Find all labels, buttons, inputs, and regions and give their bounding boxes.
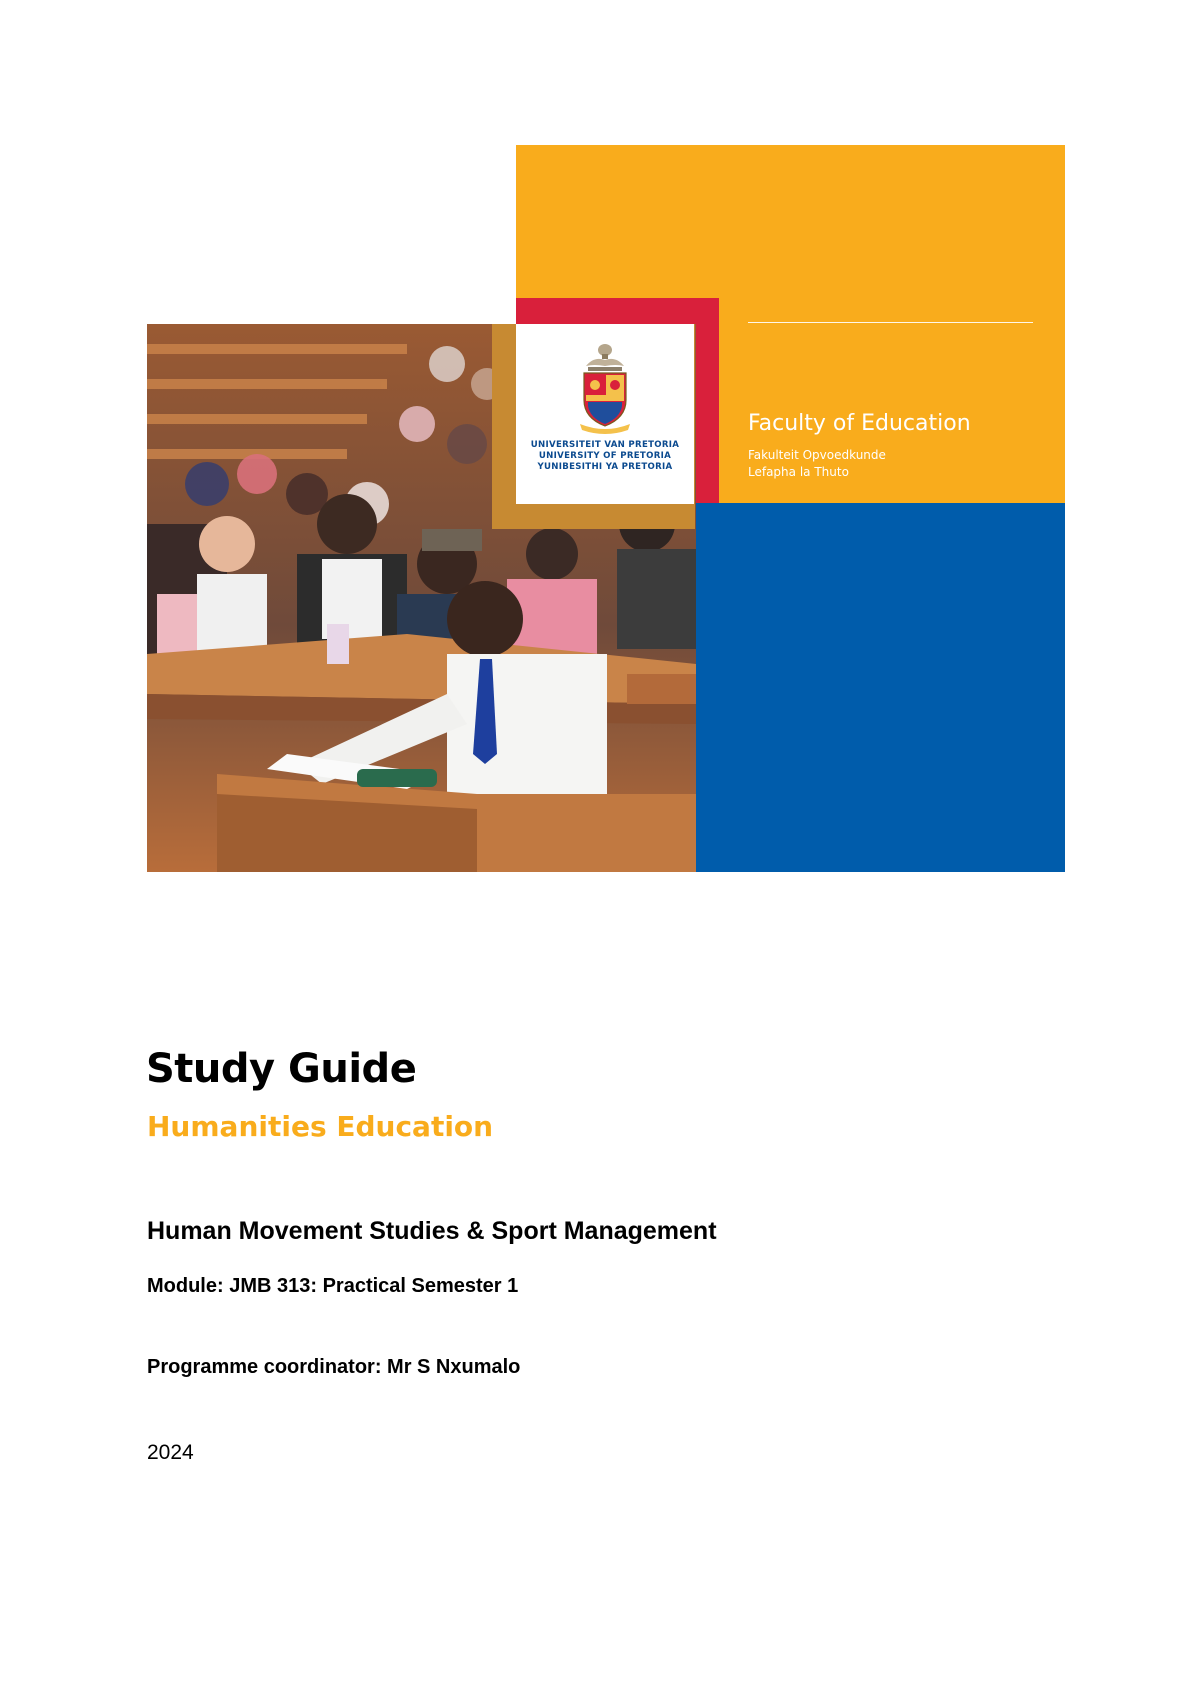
faculty-name-afrikaans: Fakulteit Opvoedkunde (748, 448, 886, 462)
university-name-afrikaans: UNIVERSITEIT VAN PRETORIA (530, 440, 680, 450)
faculty-name-sepedi: Lefapha la Thuto (748, 465, 849, 479)
university-name-english: UNIVERSITY OF PRETORIA (538, 451, 672, 461)
programme-coordinator: Programme coordinator: Mr S Nxumalo (147, 1356, 521, 1378)
document-title: Study Guide (146, 1046, 417, 1092)
blue-banner-block (696, 503, 1065, 872)
university-name-sepedi: YUNIBESITHI YA PRETORIA (537, 462, 673, 472)
university-logo (516, 324, 694, 504)
course-name: Human Movement Studies & Sport Management (147, 1217, 717, 1245)
faculty-title: Faculty of Education (748, 411, 971, 436)
document-year: 2024 (147, 1441, 194, 1464)
module-code: Module: JMB 313: Practical Semester 1 (147, 1275, 519, 1297)
faculty-divider (748, 322, 1033, 323)
document-subtitle: Humanities Education (147, 1110, 494, 1143)
university-crest-icon (576, 340, 634, 434)
